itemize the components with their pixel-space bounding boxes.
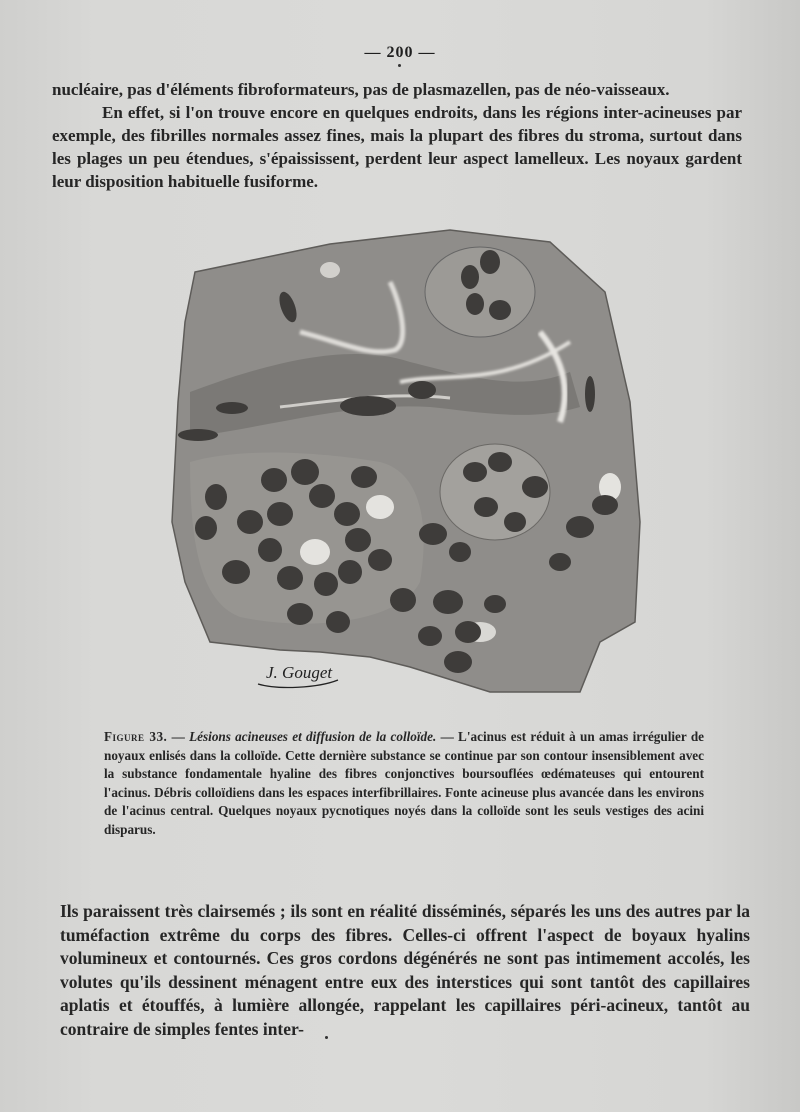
page-number: — 200 — (364, 44, 436, 61)
nucleus (195, 516, 217, 540)
nucleus (309, 484, 335, 508)
caption-title: Lésions acineuses et diffusion de la colloïde. (189, 729, 437, 744)
top-text-block (52, 78, 742, 193)
nucleus (504, 512, 526, 532)
top-text-paragraph: En effet, si l'on trouve encore en quelques endroits, dans les régions inter-acineuses par exemple, des fibrilles normales assez fines, mais la plupart des fibres du stroma, surtout dans les plages un peu étendues, s'épaississent, perdent leur aspect lamelleux. Les noyaux gardent leur disposition habituelle fusiforme. (52, 103, 742, 191)
nucleus (338, 560, 362, 584)
nucleus (549, 553, 571, 571)
nucleus (287, 603, 313, 625)
nucleus (258, 538, 282, 562)
nucleus (408, 381, 436, 399)
nucleus (222, 560, 250, 584)
nucleus (489, 300, 511, 320)
nucleus (592, 495, 618, 515)
nucleus (277, 566, 303, 590)
nucleus (566, 516, 594, 538)
vacuole (366, 495, 394, 519)
nucleus (237, 510, 263, 534)
nucleus (449, 542, 471, 562)
nucleus (291, 459, 319, 485)
vacuole (300, 539, 330, 565)
nucleus (585, 376, 595, 412)
nucleus (390, 588, 416, 612)
top-text-line1: nucléaire, pas d'éléments fibroformateurs, pas de plasmazellen, pas de néo-vaisseaux. (52, 80, 670, 99)
tissue-drawing (150, 222, 650, 712)
nucleus (444, 651, 472, 673)
nucleus (418, 626, 442, 646)
nucleus (178, 429, 218, 441)
histology-illustration (150, 222, 650, 712)
nucleus (314, 572, 338, 596)
caption-label: Figure 33. (104, 729, 168, 744)
nucleus (351, 466, 377, 488)
nucleus (488, 452, 512, 472)
artist-signature (258, 663, 338, 687)
nucleus (261, 468, 287, 492)
nucleus (368, 549, 392, 571)
nucleus (267, 502, 293, 526)
nucleus (474, 497, 498, 517)
page-mark-dot (325, 1036, 328, 1039)
nucleus (216, 402, 248, 414)
vacuole (320, 262, 340, 278)
nucleus (419, 523, 447, 545)
nucleus (461, 265, 479, 289)
bottom-text-paragraph: Ils paraissent très clairsemés ; ils sont en réalité disséminés, séparés les uns des autres par la tuméfaction extrême du corps des fibres. Celles-ci offrent l'aspect de boyaux hyalins volumineux et contournés. Ces gros cordons dégénérés ne sont pas intimement accolés, les volutes qu'ils dessinent ménagent entre eux des interstices qui sont tantôt des capillaires aplatis et étouffés, à lumière allongée, rappelant les capillaires péri-acineux, tantôt au contraire de simples fentes inter- (60, 901, 750, 1039)
nucleus (205, 484, 227, 510)
nucleus (455, 621, 481, 643)
nucleus (480, 250, 500, 274)
caption-separator: — (171, 729, 185, 744)
nucleus (345, 528, 371, 552)
nucleus (334, 502, 360, 526)
nucleus (484, 595, 506, 613)
nucleus (463, 462, 487, 482)
upper-acinus (425, 247, 535, 337)
nucleus (466, 293, 484, 315)
signature-text: J. Gouget (266, 663, 333, 682)
nucleus (340, 396, 396, 416)
figure-caption (104, 728, 704, 840)
caption-body: — L'acinus est réduit à un amas irrégulier de noyaux enlisés dans la colloïde. Cette dernière substance se continue par son contour insensiblement avec la substance fondamentale hyaline des fibres conjonctives boursouflées œdémateuses qui entourent l'acinus. Débris colloïdiens dans les espaces interfibrillaires. Fonte acineuse plus avancée dans les environs de l'acinus central. Quelques noyaux pycnotiques noyés dans la colloïde sont les seuls vestiges des acini disparus. (104, 729, 705, 837)
page-mark-dot (398, 64, 401, 67)
nucleus (522, 476, 548, 498)
nucleus (326, 611, 350, 633)
nucleus (433, 590, 463, 614)
